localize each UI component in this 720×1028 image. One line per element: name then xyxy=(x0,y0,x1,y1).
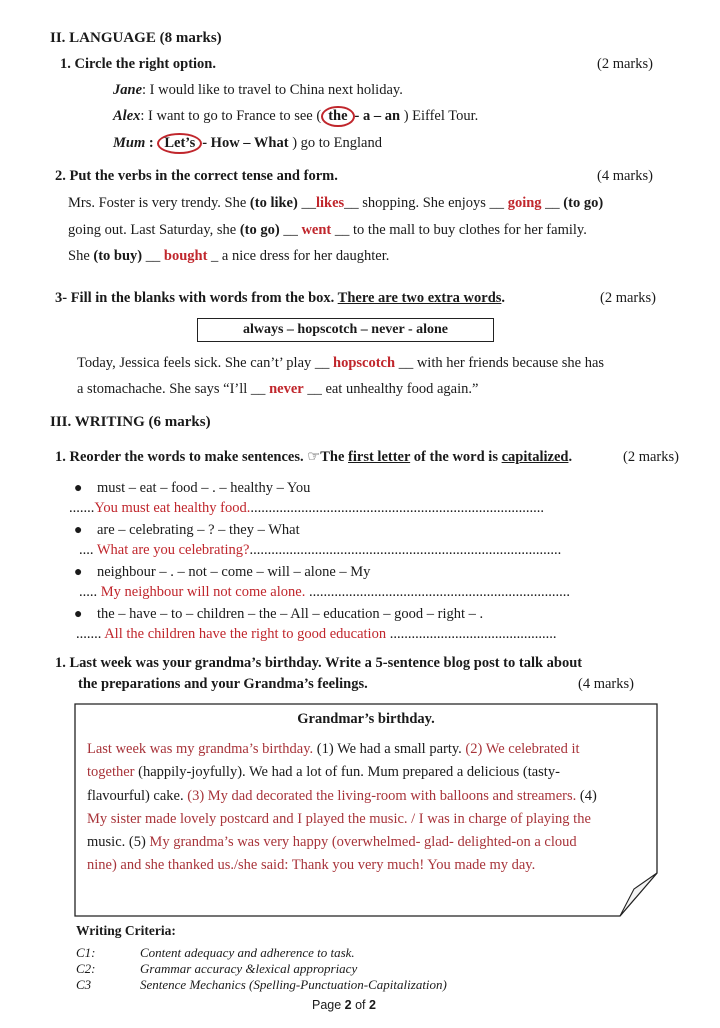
speaker-alex: Alex xyxy=(113,108,141,124)
q3-title: 3- Fill in the blanks with words from the box. There are two extra words. xyxy=(55,290,506,306)
q1-line-jane: Jane: I would like to travel to China next holiday. xyxy=(113,82,403,98)
word-box-text: always – hopscotch – never - alone xyxy=(242,322,449,337)
reorder-item-3-words: ● neighbour – . – not – come – will – alone – My xyxy=(74,564,371,580)
blog-line xyxy=(87,738,637,761)
pointing-hand-icon: ☞ xyxy=(307,449,321,465)
q2-marks: (4 marks) xyxy=(597,168,653,184)
guidance-text: (happily-joyfully). We had a lot of fun. Mum prepared a delicious (tasty- xyxy=(134,764,560,781)
page-number: Page 2 of 2 xyxy=(312,998,376,1012)
q1-line-alex: Alex: I want to go to France to see ( the - a – an ) Eiffel Tour. xyxy=(113,106,478,127)
criteria-c2-code: C2: xyxy=(76,961,96,976)
w2-marks: (4 marks) xyxy=(578,676,634,692)
answer-went: went xyxy=(301,222,332,238)
blog-line xyxy=(87,761,637,784)
answer-box-title: Grandmar’s birthday. xyxy=(297,711,435,727)
model-answer-text: (3) My dad decorated the living-room with balloons and streamers. xyxy=(187,787,577,804)
model-answer-text: together xyxy=(87,764,135,781)
reorder-item-2-words: ● are – celebrating – ? – they – What xyxy=(74,522,300,538)
q2-line-2: going out. Last Saturday, she (to go) __ went __ to the mall to buy clothes for her family. xyxy=(68,222,587,238)
w2-title-line-1: 1. Last week was your grandma’s birthday. Write a 5-sentence blog post to talk about xyxy=(55,655,583,671)
blog-post-paragraph xyxy=(87,738,637,878)
reorder-item-4-words: ● the – have – to – children – the – All – education – good – right – . xyxy=(74,606,484,622)
model-answer-text: Last week was my grandma’s birthday. xyxy=(87,741,314,757)
answer-never: never xyxy=(269,381,304,397)
reorder-item-3-answer: ..... My neighbour will not come alone. ........................................................................ xyxy=(79,584,570,600)
blog-line xyxy=(87,808,637,831)
criteria-c3-code: C3 xyxy=(76,977,92,992)
blog-line xyxy=(87,831,637,854)
model-answer-text: My sister made lovely postcard and I played the music. / I was in charge of playing the xyxy=(87,810,591,827)
answer-going: going xyxy=(507,195,542,211)
criteria-c1-desc: Content adequacy and adherence to task. xyxy=(140,945,355,960)
guidance-text: (4) xyxy=(576,787,597,804)
circled-answer-the: the xyxy=(321,106,354,127)
q2-title: 2. Put the verbs in the correct tense and form. xyxy=(55,168,338,184)
speaker-mum: Mum xyxy=(113,135,146,151)
q3-line-2: a stomachache. She says “I’ll __ never __ eat unhealthy food again.” xyxy=(77,381,479,397)
guidance-text: music. (5) xyxy=(87,834,150,851)
guidance-text: flavourful) cake. xyxy=(87,787,188,804)
reorder-item-4-answer: ....... All the children have the right to good education .............................................. xyxy=(76,626,557,642)
blog-line xyxy=(87,854,637,877)
answer-bought: bought xyxy=(163,248,208,264)
answer-hopscotch: hopscotch xyxy=(333,355,396,371)
model-answer-text: My grandma’s was very happy (overwhelmed- glad- delighted-on a cloud xyxy=(149,834,577,851)
q2-line-1: Mrs. Foster is very trendy. She (to like) __likes__ shopping. She enjoys __ going __ (to go) xyxy=(68,195,604,211)
criteria-c3-desc: Sentence Mechanics (Spelling-Punctuation-Capitalization) xyxy=(140,977,447,992)
criteria-title: Writing Criteria: xyxy=(76,923,176,938)
blog-line xyxy=(87,785,637,808)
model-answer-text: nine) and she thanked us./she said: Thank you very much! You made my day. xyxy=(87,857,536,874)
speaker-jane: Jane xyxy=(113,82,142,98)
w1-title: 1. Reorder the words to make sentences. ☞The first letter of the word is capitalized. xyxy=(55,449,573,465)
guidance-text: (1) We had a small party. xyxy=(313,741,466,757)
reorder-item-2-answer: .... What are you celebrating?...................................................................................... xyxy=(79,542,562,558)
model-answer-text: (2) We celebrated it xyxy=(465,741,580,757)
w2-title-line-2: the preparations and your Grandma’s feelings. xyxy=(78,676,368,692)
writing-heading: III. WRITING (6 marks) xyxy=(50,414,211,430)
q3-line-1: Today, Jessica feels sick. She can’t’ play __ hopscotch __ with her friends because she has xyxy=(77,355,605,371)
criteria-c1-code: C1: xyxy=(76,945,96,960)
q1-line-mum: Mum : Let’s - How – What ) go to England xyxy=(113,133,382,154)
w1-marks: (2 marks) xyxy=(623,449,679,465)
answer-likes: likes xyxy=(315,195,345,211)
q1-marks: (2 marks) xyxy=(597,56,653,72)
reorder-item-1-words: ● must – eat – food – . – healthy – You xyxy=(74,480,311,496)
q1-title: 1. Circle the right option. xyxy=(60,56,216,72)
reorder-item-1-answer: .......You must eat healthy food.................................................................................. xyxy=(69,500,545,516)
word-box xyxy=(197,318,494,342)
language-heading: II. LANGUAGE (8 marks) xyxy=(50,30,222,46)
criteria-c2-desc: Grammar accuracy &lexical appropriacy xyxy=(140,961,358,976)
circled-answer-lets: Let’s xyxy=(157,133,202,154)
q2-line-3: She (to buy) __ bought _ a nice dress for her daughter. xyxy=(68,248,390,264)
q3-marks: (2 marks) xyxy=(600,290,656,306)
